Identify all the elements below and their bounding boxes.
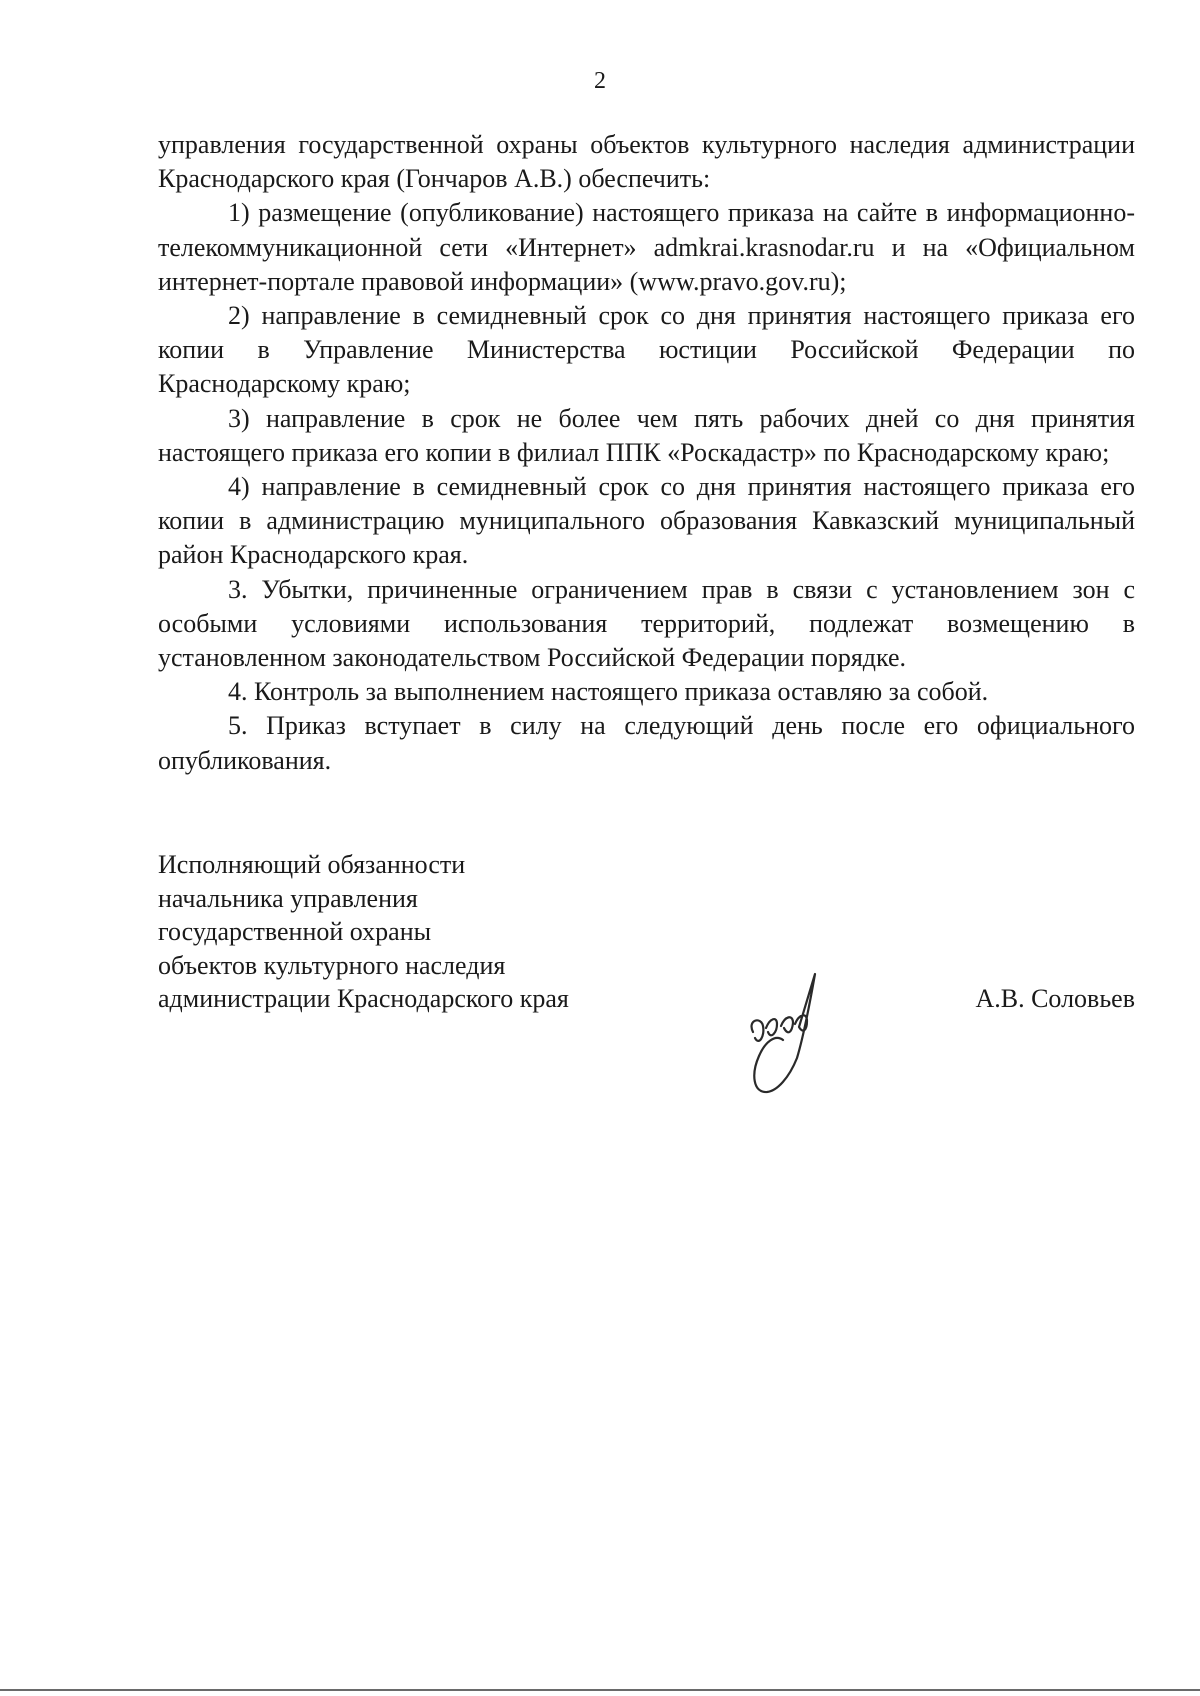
page-number: 2 xyxy=(594,68,606,94)
signer-name: А.В. Соловьев xyxy=(975,984,1135,1013)
signer-position-line: администрации Краснодарского края xyxy=(158,984,569,1013)
handwritten-signature xyxy=(733,928,853,1098)
paragraph-item-4: 4) направление в семидневный срок со дня принятия настоящего приказа его копии в администрацию муниципального образования Кавказский муниципальный район Краснодарского края. xyxy=(158,472,1135,570)
bottom-rule xyxy=(0,1689,1200,1691)
paragraph-clause-5: 5. Приказ вступает в силу на следующий день после его официального опубликования. xyxy=(158,711,1135,775)
signer-position-line: объектов культурного наследия xyxy=(158,950,506,980)
paragraph-clause-3: 3. Убытки, причиненные ограничением прав в связи с установлением зон с особыми условиями использования территорий, подлежат возмещению в установленном законодательством Российской Федерации порядке. xyxy=(158,574,1135,673)
signer-position xyxy=(158,848,569,1016)
signer-position-line: государственной охраны xyxy=(158,917,432,946)
paragraph-continuation: управления государственной охраны объектов культурного наследия администрации Краснодарского края (Гончаров А.В.) обеспечить: xyxy=(158,130,1135,194)
paragraph-item-1: 1) размещение (опубликование) настоящего приказа на сайте в информационно-телекоммуникационной сети «Интернет» admkrai.krasnodar.ru и на «Официальном интернет-портале правовой информации» (www.pravo.gov.ru); xyxy=(158,198,1135,296)
signer-position-line: Исполняющий обязанности xyxy=(158,850,466,879)
signature-block xyxy=(158,848,1135,1088)
document-body xyxy=(158,128,1135,778)
paragraph-item-2: 2) направление в семидневный срок со дня принятия настоящего приказа его копии в Управление Министерства юстиции Российской Федерации по Краснодарскому краю; xyxy=(158,301,1135,399)
paragraph-item-3: 3) направление в срок не более чем пять рабочих дней со дня принятия настоящего приказа его копии в филиал ППК «Роскадастр» по Краснодарскому краю; xyxy=(158,403,1135,467)
signer-position-line: начальника управления xyxy=(158,883,418,913)
paragraph-clause-4: 4. Контроль за выполнением настоящего приказа оставляю за собой. xyxy=(228,677,989,707)
